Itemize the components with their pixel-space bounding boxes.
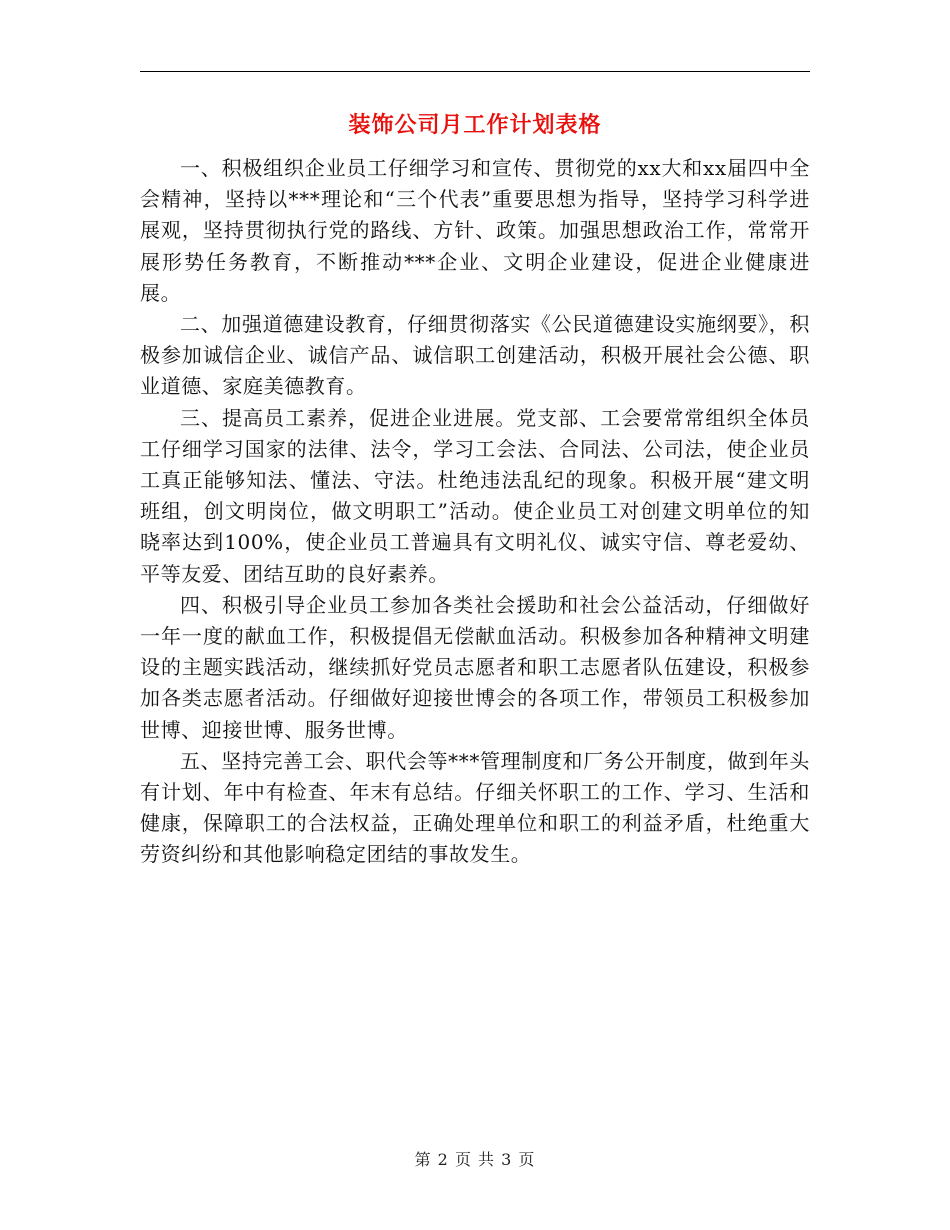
header-rule [140,71,810,72]
document-body [140,153,810,871]
paragraph-4: 四、积极引导企业员工参加各类社会援助和社会公益活动，仔细做好一年一度的献血工作，积极提倡无偿献血活动。积极参加各种精神文明建设的主题实践活动，继续抓好党员志愿者和职工志愿者队伍建设，积极参加各类志愿者活动。仔细做好迎接世博会的各项工作，带领员工积极参加世博、迎接世博、服务世博。 [140,592,810,742]
paragraph-5: 五、坚持完善工会、职代会等***管理制度和厂务公开制度，做到年头有计划、年中有检查、年末有总结。仔细关怀职工的工作、学习、生活和健康，保障职工的合法权益，正确处理单位和职工的利益矛盾，杜绝重大劳资纠纷和其他影响稳定团结的事故发生。 [140,748,810,867]
document-title: 装饰公司月工作计划表格 [348,112,602,138]
page-number-footer: 第 2 页 共 3 页 [414,1150,536,1169]
paragraph-1: 一、积极组织企业员工仔细学习和宣传、贯彻党的xx大和xx届四中全会精神，坚持以***理论和“三个代表”重要思想为指导，坚持学习科学进展观，坚持贯彻执行党的路线、方针、政策。加强思想政治工作，常常开展形势任务教育，不断推动***企业、文明企业建设，促进企业健康进展。 [140,156,810,305]
paragraph-2: 二、加强道德建设教育，仔细贯彻落实《公民道德建设实施纲要》，积极参加诚信企业、诚信产品、诚信职工创建活动，积极开展社会公德、职业道德、家庭美德教育。 [140,312,810,399]
paragraph-3: 三、提高员工素养，促进企业进展。党支部、工会要常常组织全体员工仔细学习国家的法律、法令，学习工会法、合同法、公司法，使企业员工真正能够知法、懂法、守法。杜绝违法乱纪的现象。积极开展“建文明班组，创文明岗位，做文明职工”活动。使企业员工对创建文明单位的知晓率达到100%，使企业员工普遍具有文明礼仪、诚实守信、尊老爱幼、平等友爱、团结互助的良好素养。 [140,405,810,586]
